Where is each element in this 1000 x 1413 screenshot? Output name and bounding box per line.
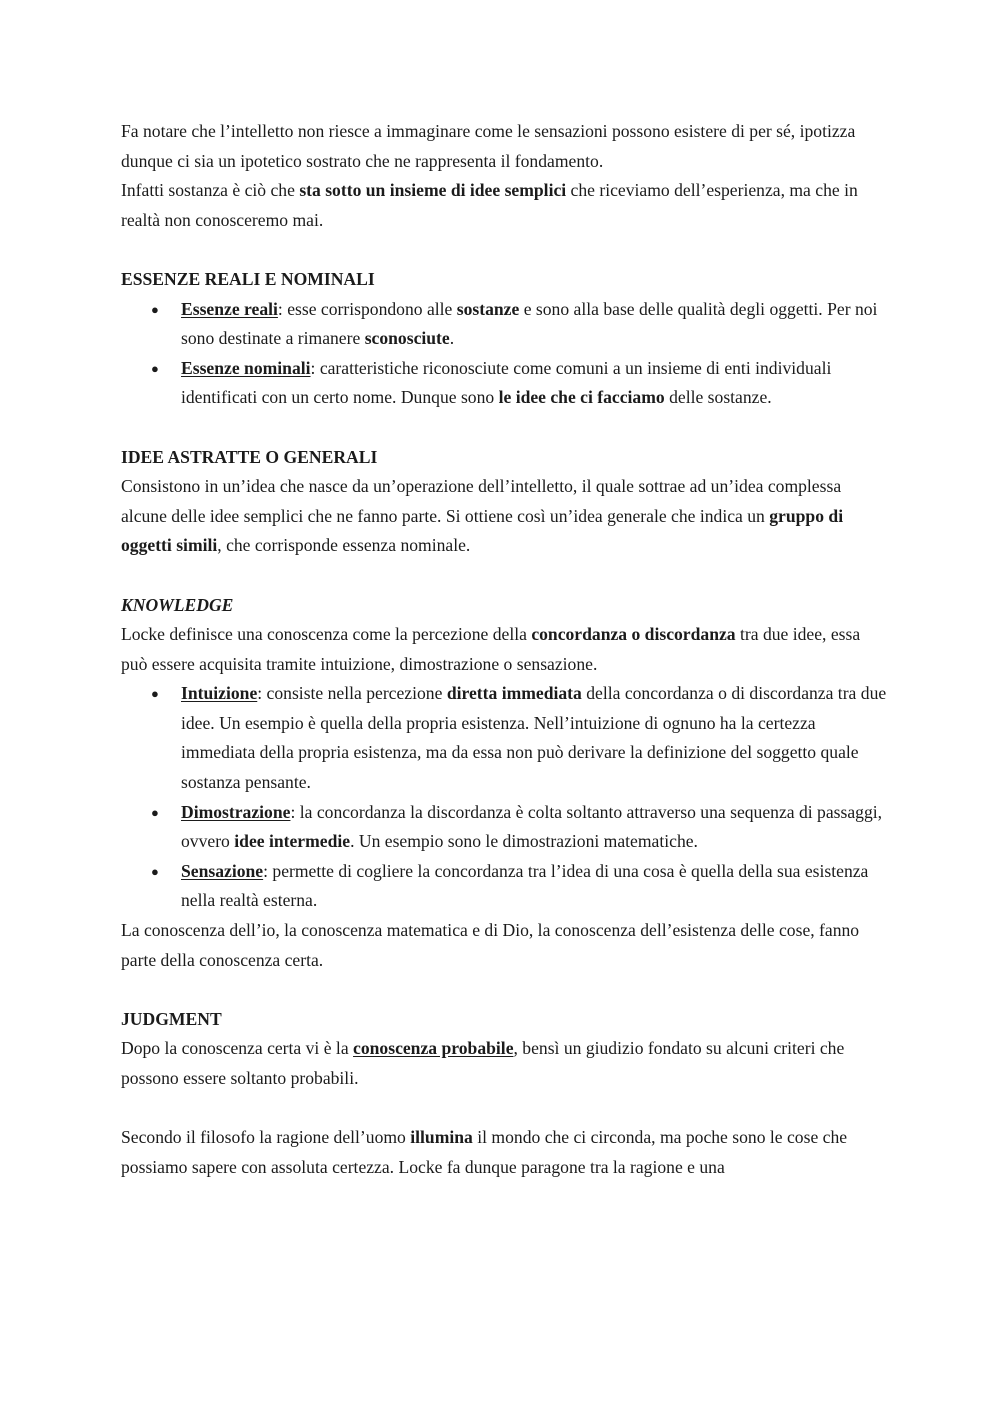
bullet-icon: ● — [151, 301, 159, 317]
bullet-icon: ● — [151, 686, 159, 702]
knowledge-closing: La conoscenza dell’io, la conoscenza matematica e di Dio, la conoscenza dell’esistenza delle cose, fanno parte della conoscenza certa. — [121, 920, 860, 970]
bullet-icon: ● — [151, 360, 159, 376]
list-item: ● Essenze reali: esse corrispondono alle sostanze e sono alla base delle qualità degli oggetti. Per noi sono destinate a rimanere sconosciute. — [181, 295, 890, 354]
intro-paragraph: Fa notare che l’intelletto non riesce a immaginare come le sensazioni possono esistere di per sé, ipotizza dunque ci sia un ipotetico sostrato che ne rappresenta il fondamento. Infatti sostanza è ciò che sta sotto un insieme di idee semplici che riceviamo dell’esperienza, ma che in realtà non conosceremo mai. — [121, 121, 858, 230]
judgment-paragraph-2: Secondo il filosofo la ragione dell’uomo illumina il mondo che ci circonda, ma poche sono le cose che possiamo sapere con assoluta certezza. Locke fa dunque paragone tra la ragione e una — [121, 1127, 848, 1177]
list-item: ● Dimostrazione: la concordanza la discordanza è colta soltanto attraverso una sequenza di passaggi, ovvero idee intermedie. Un esempio sono le dimostrazioni matematiche. — [181, 798, 890, 857]
judgment-paragraph: Dopo la conoscenza certa vi è la conoscenza probabile, bensì un giudizio fondato su alcuni criteri che possono essere soltanto probabili. — [121, 1038, 845, 1088]
essenze-list — [121, 295, 890, 413]
list-item: ● Essenze nominali: caratteristiche riconosciute come comuni a un insieme di enti individuali identificati con un certo nome. Dunque sono le idee che ci facciamo delle sostanze. — [181, 354, 890, 413]
section-heading-knowledge: KNOWLEDGE — [121, 594, 234, 615]
knowledge-paragraph: Locke definisce una conoscenza come la percezione della concordanza o discordanza tra due idee, essa può essere acquisita tramite intuizione, dimostrazione o sensazione. — [121, 624, 861, 674]
list-item: ● Intuizione: consiste nella percezione diretta immediata della concordanza o di discordanza tra due idee. Un esempio è quella della propria esistenza. Nell’intuizione di ognuno ha la certezza immediata della propria esistenza, ma da essa non può derivare la definizione del soggetto quale sostanza pensante. — [181, 679, 890, 797]
list-item: ● Sensazione: permette di cogliere la concordanza tra l’idea di una cosa è quella della sua esistenza nella realtà esterna. — [181, 857, 890, 916]
bullet-icon: ● — [151, 863, 159, 879]
section-heading-judgment: JUDGMENT — [121, 1008, 222, 1029]
section-heading-idee: IDEE ASTRATTE O GENERALI — [121, 446, 378, 467]
bullet-icon: ● — [151, 804, 159, 820]
knowledge-list — [121, 679, 890, 916]
idee-paragraph: Consistono in un’idea che nasce da un’operazione dell’intelletto, il quale sottrae ad un’idea complessa alcune delle idee semplici che ne fanno parte. Si ottiene così un’idea generale che indica un gruppo di oggetti simili, che corrisponde essenza nominale. — [121, 476, 844, 556]
section-heading-essenze: ESSENZE REALI E NOMINALI — [121, 268, 375, 289]
